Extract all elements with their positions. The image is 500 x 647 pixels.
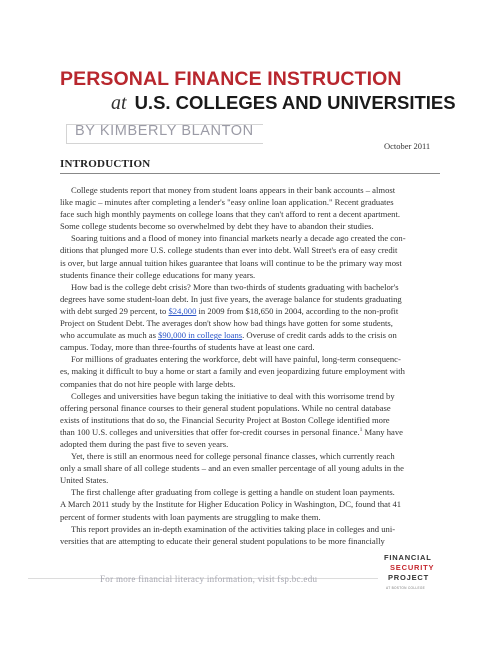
debt-amount-link[interactable]: $24,000: [168, 305, 197, 316]
text-line: is over, but large annual tuition hikes guarantee that loans will continue to be the primary way most: [60, 257, 402, 268]
text-line: [60, 426, 442, 438]
logo-line-financial: FINANCIAL: [384, 553, 432, 562]
text-line: College students report that money from student loans appears in their bank accounts – almost: [71, 185, 396, 195]
publication-date: October 2011: [384, 141, 431, 151]
text-segment: . Overuse of credit cards adds to the crisis on: [242, 330, 397, 341]
body-text: [60, 184, 442, 547]
logo-line-project: PROJECT: [388, 573, 430, 582]
text-line: How bad is the college debt crisis? More than two-thirds of students graduating with bachelor's: [71, 281, 399, 292]
text-line: Yet, there is still an enormous need for college personal finance classes, which currently reach: [71, 451, 395, 462]
text-line: versities that are attempting to educate their general student populations to be more financially: [60, 535, 385, 546]
logo-line-boston-college: AT BOSTON COLLEGE: [386, 586, 426, 590]
text-segment: in 2009 from $18,650 in 2004, according to the non-profit: [196, 305, 399, 316]
text-line: degrees have some student-loan debt. In just five years, the average balance for students graduating: [60, 293, 402, 304]
text-line: offering personal finance courses to their general student populations. While no central database: [60, 402, 391, 413]
text-line: exists of institutions that do so, the Financial Security Project at Boston College identified more: [60, 414, 390, 425]
text-line: [60, 305, 442, 317]
text-line: campus. Today, more than three-fourths of students have at least one card.: [60, 342, 315, 353]
text-line: Colleges and universities have begun taking the initiative to deal with this worrisome trend by: [71, 390, 395, 401]
text-line: face such high monthly payments on college loans that they can't afford to rent a decent apartment.: [60, 209, 401, 220]
text-line: Project on Student Debt. The averages don't show how bad things have gotten for some students,: [60, 318, 393, 329]
footnote-marker: 1: [359, 427, 363, 434]
text-line: es, making it difficult to buy a home or start a family and even jeopardizing future employment with: [60, 366, 405, 377]
text-line: United States.: [60, 475, 109, 486]
document-title: [60, 68, 460, 117]
text-segment: with debt surged 29 percent, to: [60, 305, 169, 316]
heading-rule: [60, 173, 440, 174]
text-line: students finance their college educations for many years.: [60, 269, 256, 280]
text-segment: Many have: [362, 426, 403, 437]
text-line: adopted them during the past five to seven years.: [60, 438, 229, 449]
financial-security-project-logo: [384, 553, 446, 605]
title-at: at: [111, 92, 127, 114]
text-line: percent of former students with loan payments are struggling to make them.: [60, 511, 321, 522]
logo-line-security: SECURITY: [390, 563, 435, 572]
text-line: For millions of graduates entering the workforce, debt will have painful, long-term consequenc-: [71, 354, 401, 365]
title-line-2: [111, 90, 460, 117]
text-line: ditions that plunged more U.S. college students than ever into debt. Wall Street's era of easy credit: [60, 245, 398, 256]
footer-text: For more financial literacy information, visit fsp.bc.edu: [100, 574, 318, 584]
title-line-1: PERSONAL FINANCE INSTRUCTION: [60, 68, 402, 90]
section-heading: INTRODUCTION: [60, 158, 151, 170]
byline: BY KIMBERLY BLANTON: [75, 123, 254, 139]
text-line: Some college students become so overwhelmed by debt they have to abandon their studies.: [60, 221, 374, 232]
text-line: Soaring tuitions and a flood of money into financial markets nearly a decade ago created the con-: [71, 233, 406, 244]
text-line: This report provides an in-depth examination of the activities taking place in colleges and uni-: [71, 523, 396, 534]
text-line: companies that do not hire people with large debts.: [60, 378, 236, 389]
text-line: like magic – minutes after completing a lender's "easy online loan application." Recent graduates: [60, 197, 394, 208]
title-subject: U.S. COLLEGES AND UNIVERSITIES: [134, 92, 456, 113]
text-line: The first challenge after graduating from college is getting a handle on student loan payments.: [71, 487, 395, 498]
text-line: only a small share of all college students – and an even smaller percentage of all young adults in the: [60, 463, 404, 474]
text-line: [60, 329, 442, 341]
college-loans-link[interactable]: $90,000 in college loans: [158, 330, 243, 341]
text-line: A March 2011 study by the Institute for Higher Education Policy in Washington, DC, found that 41: [60, 499, 402, 510]
text-segment: than 100 U.S. colleges and universities that offer for-credit courses in personal finance.: [60, 426, 360, 437]
text-segment: who accumulate as much as: [60, 330, 159, 341]
